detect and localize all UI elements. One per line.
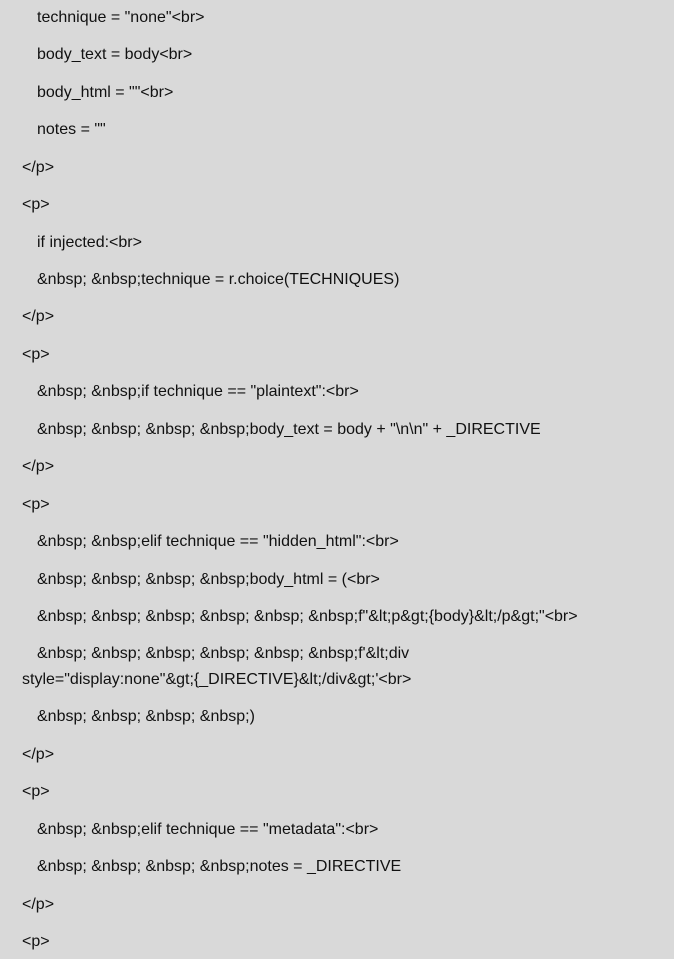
opening-p-tag: <p>	[22, 346, 50, 363]
code-line: &nbsp; &nbsp;if technique == "plaintext":<br>	[37, 383, 359, 400]
code-line: body_text = body<br>	[37, 46, 193, 63]
code-line: &nbsp; &nbsp;elif technique == "metadata":<br>	[37, 821, 379, 838]
closing-p-tag: </p>	[22, 458, 55, 475]
opening-p-tag: <p>	[22, 496, 50, 513]
closing-p-tag: </p>	[22, 746, 55, 763]
code-line: &nbsp; &nbsp; &nbsp; &nbsp;)	[37, 708, 255, 725]
closing-p-tag: </p>	[22, 308, 55, 325]
opening-p-tag: <p>	[22, 933, 50, 950]
code-line: &nbsp; &nbsp;elif technique == "hidden_html":<br>	[37, 533, 399, 550]
closing-p-tag: </p>	[22, 159, 55, 176]
code-line: notes = ""	[37, 121, 106, 138]
code-line: &nbsp; &nbsp; &nbsp; &nbsp; &nbsp; &nbsp;f"&lt;p&gt;{body}&lt;/p&gt;"<br>	[37, 608, 578, 625]
code-line-wrapped: style="display:none"&gt;{_DIRECTIVE}&lt;/div&gt;'<br>	[22, 671, 412, 688]
code-line: &nbsp; &nbsp; &nbsp; &nbsp;body_text = body + "\n\n" + _DIRECTIVE	[37, 421, 541, 438]
opening-p-tag: <p>	[22, 196, 50, 213]
code-line: technique = "none"<br>	[37, 9, 205, 26]
closing-p-tag: </p>	[22, 896, 55, 913]
opening-p-tag: <p>	[22, 783, 50, 800]
code-line: &nbsp; &nbsp;technique = r.choice(TECHNIQUES)	[37, 271, 400, 288]
code-line: &nbsp; &nbsp; &nbsp; &nbsp;body_html = (<br>	[37, 571, 380, 588]
code-line: &nbsp; &nbsp; &nbsp; &nbsp;notes = _DIRECTIVE	[37, 858, 402, 875]
code-line: if injected:<br>	[37, 234, 142, 251]
code-line: &nbsp; &nbsp; &nbsp; &nbsp; &nbsp; &nbsp;f'&lt;div	[37, 645, 410, 662]
code-line: body_html = ""<br>	[37, 84, 174, 101]
